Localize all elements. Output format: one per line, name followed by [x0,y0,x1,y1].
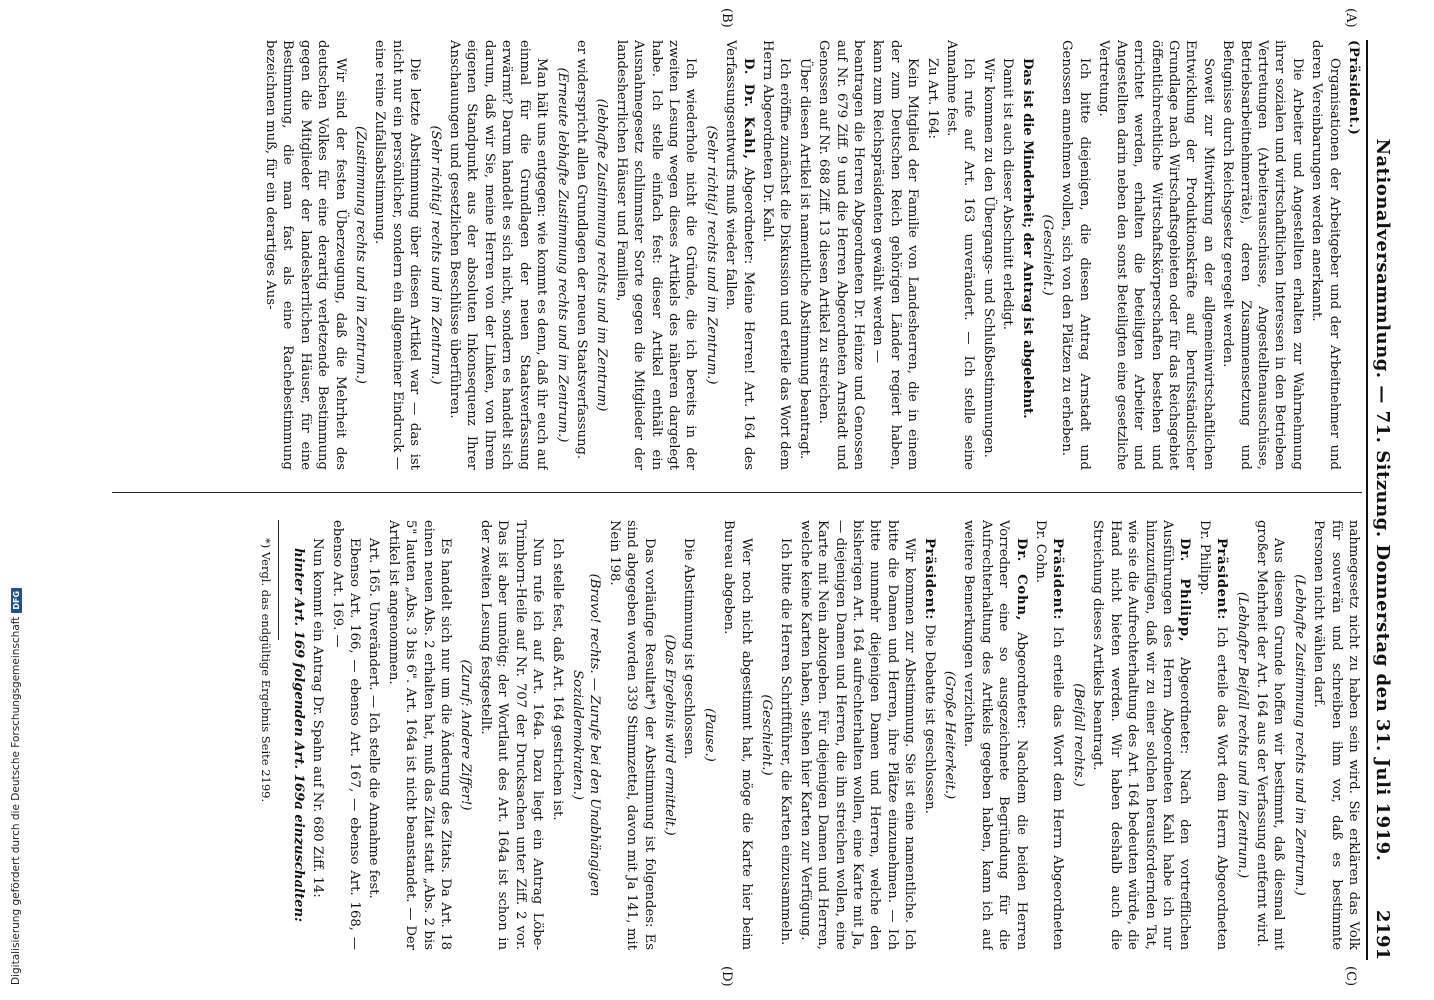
paragraph: Präsident: Die Debatte ist geschlossen. [921,538,937,814]
paragraph: Ich wiederhole nicht die Gründe, die ich bereits in der zweiten Lesung wegen dieses Artikels des näheren dargelegt habe. Ich stelle einfach fest: dieser Artikel enthält ein Ausnahmegesetz schlimmster Sorte gegen die Mitglieder der landesherrlichen Häuser und Familien, [613,40,699,470]
right-column [80,520,1362,950]
paragraph: Nun kommt ein Antrag Dr. Spahn auf Nr. 680 Ziff. 14: [310,538,326,898]
stage-direction: (Erneute lebhafte Zustimmung rechts und im Zentrum.) [554,67,570,443]
paragraph: Wir kommen zu den Übergangs- und Schlußbestimmungen. [980,58,996,458]
paragraph: Über diesen Artikel ist namentliche Abstimmung beantragt. [796,58,812,460]
paragraph: Es handelt sich nur um die Änderung des Zitats. Da Art. 18 einen neuen Abs. 2 erhalten hat, muß das Zitat statt „Abs. 2 bis 5" lauten „Abs. 3 bis 6". Art. 164a ist nicht beanstandet. — Der Artikel ist angenommen. [385,520,454,950]
margin-marker-b: (B) [719,8,734,28]
paragraph: Präsident: Ich erteile das Wort dem Herrn Abgeordneten Dr. Cohn. [1033,520,1066,950]
stage-direction: (Lebhafter Beifall rechts und im Zentrum.) [1234,591,1250,879]
stage-direction: (Sehr richtig! rechts und im Zentrum.) [427,125,443,385]
paragraph: Die Arbeiter und Angestellten erhalten zur Wahrnehmung ihrer sozialen und wirtschaftlichen Interessen in den Betrieben Vertretungen (Arbeiterausschüsse, Angestelltenausschüsse, Betriebsarbeitnehmerräte), deren Zusammensetzung und Befugnisse durch Reichsgesetz geregelt werden. [1220,40,1305,470]
paragraph: Ich eröffne zunächst die Diskussion und erteile das Wort dem Herrn Abgeordneten Dr. Kahl. [760,40,793,470]
stage-direction: (Pause.) [701,708,717,762]
footnote-rule [278,520,279,640]
stage-direction: (Bravo! rechts. — Zurufe bei den Unabhängigen Sozialdemokraten.) [569,573,603,897]
digitization-credit [8,590,24,985]
paragraph: Präsident: Ich erteile das Wort dem Herrn Abgeordneten Dr. Philipp. [1196,520,1230,950]
paragraph: Nun rufe ich auf Art. 164a. Dazu liegt ein Antrag Löbe-Trimborn-Heile auf Nr. 707 der Drucksachen unter Ziff. 2 vor. Das ist aber unnötig; der Wortlaut des Art. 164a ist schon in der zweiten Lesung festgestellt. [477,520,546,950]
page-header [1366,40,1404,960]
stage-direction: (Sehr richtig! rechts und im Zentrum.) [703,125,719,385]
stage-direction: (Geschieht.) [1040,214,1056,296]
margin-marker-a: (A) [1343,8,1358,28]
paragraph: Das vorläufige Resultat*) der Abstimmung ist folgendes: Es sind abgegeben worden 339 Stimmzettel, davon mit Ja 141, mit Nein 198. [606,520,657,950]
quoted-motion: hinter Art. 169 folgenden Art. 169a einzuschalten: [290,548,306,922]
paragraph: Ich rufe auf Art. 163 unverändert. — Ich stelle seine Annahme fest. [944,40,977,470]
paragraph: Organisationen der Arbeitgeber und der Arbeitnehmer und deren Vereinbarungen werden anerkannt. [1309,40,1342,470]
stage-direction: (Zustimmung rechts und im Zentrum.) [353,126,369,384]
stage-direction: (Beifall rechts.) [1070,683,1086,787]
paragraph: Wir sind der festen Überzeugung, daß die Mehrheit des deutschen Volkes für eine derartig verletzende Bestimmung gegen die Mitglieder der landesherrlichen Häuser, für eine Bestimmung, die man fast als eine Rachebestimmung bezeichnen muß, für ein derartiges Aus- [263,40,348,470]
stage-direction: (lebhafte Zustimmung rechts und im Zentrum) [594,98,610,412]
paragraph: Kein Mitglied der Familie von Landesherren, die in einem der zum Deutschen Reich gehörigen Länder regiert haben, kann zum Reichspräsidenten gewählt werden — [870,40,921,470]
footnote: *) Vergl. das endgültige Ergebnis Seite 2199. [259,538,274,803]
paragraph: Zu Art. 164: [924,58,940,139]
paragraph: Dr. Cohn, Abgeordneter: Nachdem die beiden Herren Vorredner eine so ausgezeichnete Begründung für die Aufrechterhaltung des Artikels gegeben haben, kann ich auf weitere Bemerkungen verzichten. [961,520,1029,950]
paragraph: Ebenso Art. 166, — ebenso Art. 167, — ebenso Art. 168, — ebenso Art. 169. — [329,520,363,950]
column-divider [112,492,1362,493]
paragraph: Aus diesem Grunde hoffen wir bestimmt, daß diesmal mit großer Mehrheit der Art. 164 aus der Verfassung entfernt wird. [1253,520,1287,950]
paragraph: Damit ist auch dieser Abschnitt erledigt. [1000,58,1016,330]
paragraph: Dr. Philipp, Abgeordneter: Nach den vortrefflichen Ausführungen des Herrn Abgeordneten Kahl habe ich nur hinzuzufügen, daß wir zu einer solchen herausfordernden Tat, wie sie die Aufrechterhaltung des Art. 164 bedeuten würde, die Hand nicht bieten werden. Wir haben deshalb auch die Streichung dieses Artikels beantragt. [1090,520,1193,950]
left-column [80,40,1362,470]
paragraph: Die letzte Abstimmung über diesen Artikel war — das ist nicht nur ein persönlicher, sondern ein allgemeiner Eindruck — eine reine Zufallsabstimmung. [372,40,423,470]
paragraph: Ich stelle fest, daß Art. 164 gestrichen ist. [549,538,565,821]
stage-direction: (Das Ergebnis wird ermittelt.) [661,634,677,836]
paragraph: Man hält uns entgegen: wie kommt es denn, daß ihr euch auf einmal für die Grundlagen der neuen Staatsverfassung erwärmt? Darum handelt es sich nicht, sondern es handelt sich darum, daß wir Sie, meine Herren von der Linken, von Ihrem eigenen Standpunkt aus der absoluten Inkonsequenz Ihrer Anschauungen und gesetzlichen Beschlüsse überführen. [447,40,550,470]
paragraph: D. Dr. Kahl, Abgeordneter: Meine Herren! Art. 164 des Verfassungsentwurfs muß wieder fallen. [723,40,756,470]
paragraph: Ich bitte diejenigen, die diesen Antrag Arnstadt und Genossen annehmen wollen, sich von den Plätzen zu erheben. [1059,40,1092,470]
stage-direction: (Lebhafte Zustimmung rechts und im Zentrum.) [1291,574,1307,896]
margin-marker-d: (D) [719,966,734,987]
paragraph: Wer noch nicht abgestimmt hat, möge die Karte hier beim Bureau abgeben. [721,520,754,950]
stage-direction: (Geschieht.) [759,694,774,776]
paragraph: Ich bitte die Herren Schriftführer, die Karten einzusammeln. [778,538,794,946]
dfg-logo: DFG [11,588,22,613]
credit-text: Digitalisierung gefördert durch die Deutsche Forschungsgemeinschaft [10,616,22,985]
stage-direction: (Große Heiterkeit.) [942,670,958,800]
paragraph: Soweit zur Mitwirkung an der allgemeinwirtschaftlichen Entwicklung der Produktionskräfte auf berufsständischer Grundlage nach Wirtschaftsgebieten oder für das Reichsgebiet öffentlichrechtliche Wirtschaftskörperschaften bestehen und errichtet werden, erhalten die beteiligten Arbeiter und Angestellten darin neben den sonst Beteiligten eine gesetzliche Vertretung. [1096,40,1216,470]
paragraph: beantragen die Herren Abgeordneten Dr. Heinze und Genossen auf Nr. 679 Ziff. 9 und die Herren Abgeordneten Arnstadt und Genossen auf Nr. 688 Ziff. 13 diesen Artikel zu streichen. [816,40,867,470]
margin-marker-c: (C) [1343,966,1358,987]
paragraph: Art. 165. Unverändert. — Ich stelle die Annahme fest. [366,538,382,899]
paragraph: er widerspricht allen Grundlagen der neuen Staatsverfassung. [573,40,589,460]
paragraph: Das ist die Minderheit; der Antrag ist abgelehnt. [1019,58,1035,419]
paragraph: nahmegesetz nicht zu haben sein wird. Sie erklären das Volk für souverän und schreiben ihm vor, daß es bestimmte Personen nicht wählen darf. [1311,520,1361,950]
page-title: Nationalversammlung. — 71. Sitzung. Donnerstag den 31. Juli 1919. [1372,138,1393,862]
paragraph: Die Abstimmung ist geschlossen. [681,538,697,760]
paragraph: Wir kommen zur Abstimmung. Sie ist eine namentliche. Ich bitte die Damen und Herren, ihre Plätze einzunehmen. — Ich bitte nunmehr diejenigen Damen und Herren, welche den bisherigen Art. 164 aufrechterhalten wollen, eine Karte mit Ja, — diejenigen Damen und Herren, die ihn streichen wollen, eine Karte mit Nein abzugeben. Für diejenigen Damen und Herren, welche keine Karten haben, stehen hier Karten zur Verfügung. [797,520,918,950]
page-number: 2191 [1372,909,1393,960]
speaker-label: (Präsident.) [1346,40,1361,136]
stage-direction: (Zuruf: Andere Ziffer!) [458,659,474,811]
